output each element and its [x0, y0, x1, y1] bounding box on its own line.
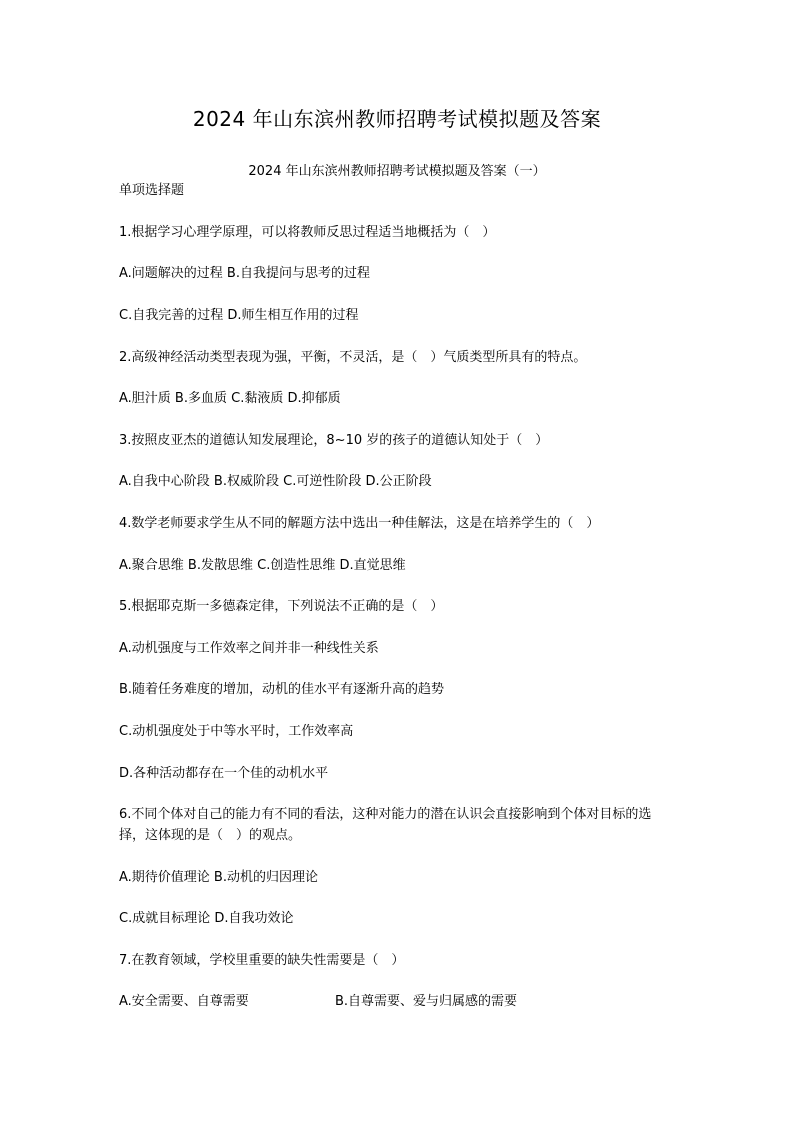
question-4-options: A.聚合思维 B.发散思维 C.创造性思维 D.直觉思维	[119, 558, 406, 573]
question-6-options-cd: C.成就目标理论 D.自我功效论	[119, 911, 294, 926]
question-7-option-b: B.自尊需要、爱与归属感的需要	[335, 994, 518, 1009]
question-5-option-a: A.动机强度与工作效率之间并非一种线性关系	[119, 641, 379, 656]
question-1-options-cd: C.自我完善的过程 D.师生相互作用的过程	[119, 308, 359, 323]
question-6: 6.不同个体对自己的能力有不同的看法，这种对能力的潜在认识会直接影响到个体对目标的选择，这体现的是（ ）的观点。	[119, 807, 652, 843]
question-5: 5.根据耶克斯一多德森定律，下列说法不正确的是（ ）	[119, 599, 444, 614]
question-4: 4.数学老师要求学生从不同的解题方法中选出一种佳解法，这是在培养学生的（ ）	[119, 516, 600, 531]
document-subtitle: 2024 年山东滨州教师招聘考试模拟题及答案（一）	[248, 164, 546, 179]
question-1: 1.根据学习心理学原理，可以将教师反思过程适当地概括为（ ）	[119, 225, 496, 240]
section-heading: 单项选择题	[119, 183, 185, 198]
question-2: 2.高级神经活动类型表现为强，平衡，不灵活，是（ ）气质类型所具有的特点。	[119, 350, 587, 365]
question-2-options: A.胆汁质 B.多血质 C.黏液质 D.抑郁质	[119, 391, 341, 406]
question-5-option-d: D.各种活动都存在一个佳的动机水平	[119, 766, 329, 781]
question-6-options-ab: A.期待价值理论 B.动机的归因理论	[119, 870, 318, 885]
question-3-options: A.自我中心阶段 B.权威阶段 C.可逆性阶段 D.公正阶段	[119, 474, 432, 489]
question-7-options	[119, 991, 679, 1012]
document-title: 2024 年山东滨州教师招聘考试模拟题及答案	[192, 107, 602, 131]
question-7-option-a: A.安全需要、自尊需要	[119, 994, 249, 1009]
question-3: 3.按照皮亚杰的道德认知发展理论，8~10 岁的孩子的道德认知处于（ ）	[119, 433, 549, 448]
question-5-option-c: C.动机强度处于中等水平时，工作效率高	[119, 724, 354, 739]
question-5-option-b: B.随着任务难度的增加，动机的佳水平有逐渐升高的趋势	[119, 682, 445, 697]
question-7: 7.在教育领域，学校里重要的缺失性需要是（ ）	[119, 953, 405, 968]
question-1-options-ab: A.问题解决的过程 B.自我提问与思考的过程	[119, 266, 370, 281]
